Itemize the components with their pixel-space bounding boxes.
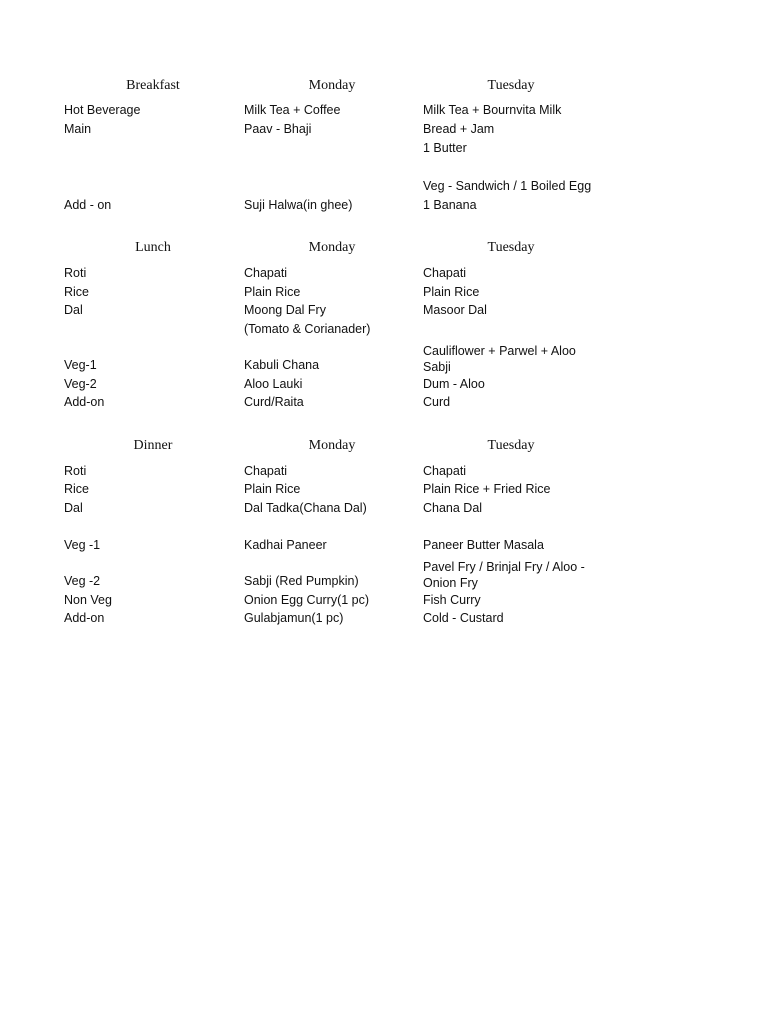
lunch-tuesday-cell: Dum - Aloo [423, 377, 485, 391]
lunch-row-label: Dal [64, 303, 83, 317]
breakfast-tuesday-cell: Bread + Jam [423, 122, 495, 136]
breakfast-monday-cell: Suji Halwa(in ghee) [244, 198, 353, 212]
dinner-tuesday-cell: Pavel Fry / Brinjal Fry / Aloo - Onion Fry [423, 560, 585, 590]
lunch-tuesday-cell: Curd [423, 395, 451, 409]
breakfast-header: Breakfast [126, 78, 180, 93]
breakfast-monday-cell: Milk Tea + Coffee [244, 103, 341, 117]
breakfast-monday-cell: Paav - Bhaji [244, 122, 312, 136]
breakfast-monday-header: Monday [308, 78, 356, 93]
dinner-monday-header: Monday [308, 438, 356, 453]
dinner-row-label: Veg -1 [64, 538, 101, 552]
breakfast-row-label: Add - on [64, 198, 112, 212]
dinner-monday-cell: Dal Tadka(Chana Dal) [244, 501, 367, 515]
dinner-row-label: Add-on [64, 611, 105, 625]
dinner-header: Dinner [133, 438, 173, 453]
dinner-row-label: Non Veg [64, 593, 112, 607]
dinner-tuesday-cell: Fish Curry [423, 593, 481, 607]
lunch-tuesday-cell: Masoor Dal [423, 303, 487, 317]
lunch-monday-cell: Plain Rice [244, 285, 301, 299]
dinner-monday-cell: Kadhai Paneer [244, 538, 327, 552]
lunch-row-label: Veg-2 [64, 377, 97, 391]
dinner-row-label: Veg -2 [64, 574, 101, 588]
breakfast-row-label: Main [64, 122, 92, 136]
dinner-monday-cell: Onion Egg Curry(1 pc) [244, 593, 370, 607]
lunch-row-label: Veg-1 [64, 358, 97, 372]
lunch-row-label: Add-on [64, 395, 105, 409]
breakfast-tuesday-cell: Veg - Sandwich / 1 Boiled Egg [423, 179, 592, 193]
dinner-row-label: Dal [64, 501, 83, 515]
lunch-tuesday-cell: Chapati [423, 266, 467, 280]
lunch-tuesday-cell: Cauliflower + Parwel + Aloo Sabji [423, 344, 576, 374]
lunch-monday-cell: Chapati [244, 266, 288, 280]
dinner-monday-cell: Gulabjamun(1 pc) [244, 611, 344, 625]
dinner-monday-cell: Chapati [244, 464, 288, 478]
dinner-monday-cell: Plain Rice [244, 482, 301, 496]
breakfast-tuesday-cell: 1 Banana [423, 198, 477, 212]
lunch-monday-cell: Moong Dal Fry [244, 303, 326, 317]
dinner-tuesday-cell: Chapati [423, 464, 467, 478]
lunch-monday-cell: Curd/Raita [244, 395, 304, 409]
breakfast-tuesday-cell: 1 Butter [423, 141, 467, 155]
dinner-row-label: Roti [64, 464, 87, 478]
breakfast-tuesday-header: Tuesday [487, 78, 535, 93]
lunch-row-label: Roti [64, 266, 87, 280]
dinner-tuesday-header: Tuesday [487, 438, 535, 453]
lunch-header: Lunch [135, 240, 171, 255]
dinner-tuesday-cell: Paneer Butter Masala [423, 538, 544, 552]
lunch-tuesday-cell: Plain Rice [423, 285, 480, 299]
lunch-row-label: Rice [64, 285, 90, 299]
lunch-monday-cell: (Tomato & Corianader) [244, 322, 371, 336]
dinner-tuesday-cell: Plain Rice + Fried Rice [423, 482, 551, 496]
lunch-monday-header: Monday [308, 240, 356, 255]
breakfast-tuesday-cell: Milk Tea + Bournvita Milk [423, 103, 562, 117]
dinner-tuesday-cell: Cold - Custard [423, 611, 504, 625]
dinner-monday-cell: Sabji (Red Pumpkin) [244, 574, 359, 588]
lunch-monday-cell: Kabuli Chana [244, 358, 320, 372]
breakfast-row-label: Hot Beverage [64, 103, 141, 117]
lunch-tuesday-header: Tuesday [487, 240, 535, 255]
dinner-row-label: Rice [64, 482, 90, 496]
lunch-monday-cell: Aloo Lauki [244, 377, 303, 391]
dinner-tuesday-cell: Chana Dal [423, 501, 483, 515]
